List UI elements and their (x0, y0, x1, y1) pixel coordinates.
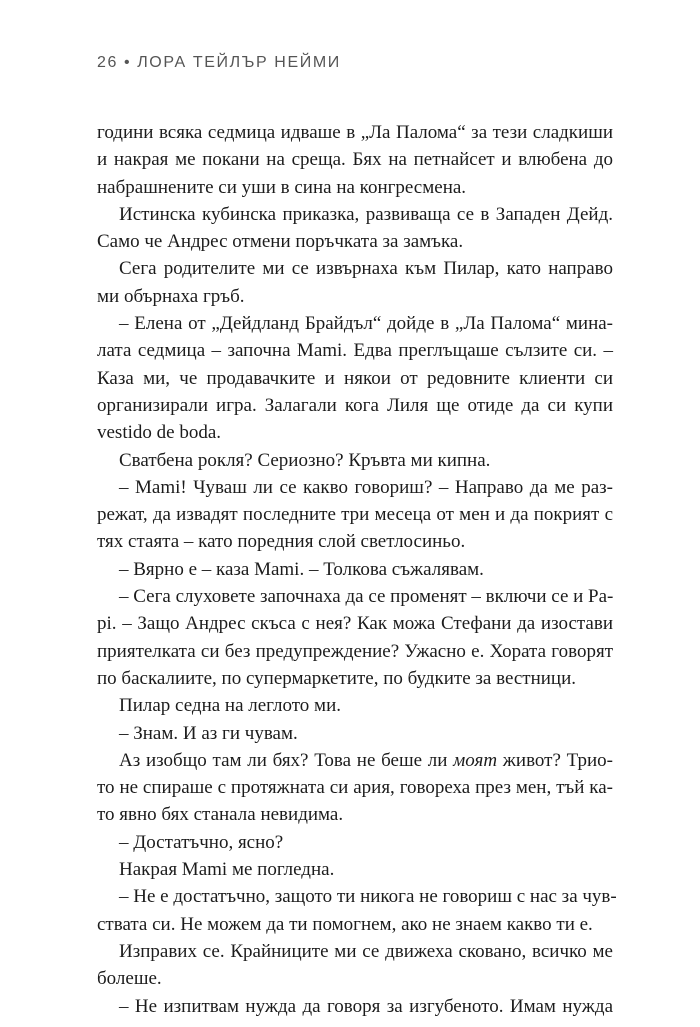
text-line: ми обърнаха гръб. (97, 285, 245, 307)
text-line: Изправих се. Крайниците ми се движеха сковано, всичко ме (119, 940, 613, 962)
text-line (97, 747, 613, 774)
text-line: – Достатъчно, ясно? (119, 831, 284, 853)
text-line: Сега родителите ми се извърнаха към Пилар, като направо (119, 258, 613, 280)
text-line: – Не изпитвам нужда да говоря за изгубеното. Имам нужда (119, 995, 613, 1017)
text-segment: живот? Трио- (497, 749, 613, 771)
text-line: тях стаята – като поредния слой светлосиньо. (97, 531, 466, 553)
text-line: ствата си. Не можем да ти помогнем, ако не знаем какво ти е. (97, 913, 593, 935)
header-separator: • (124, 54, 132, 71)
text-line: лата седмица – започна Mami. Едва преглъщаше сълзите си. – (97, 340, 613, 362)
text-line: – Mami! Чуваш ли се какво говориш? – Направо да ме раз- (119, 476, 613, 498)
text-line: Само че Андрес отмени поръчката за замъка. (97, 231, 464, 253)
text-line: Истинска кубинска приказка, развиваща се в Западен Дейд. (119, 203, 613, 225)
emphasized-word: моят (453, 749, 498, 771)
text-line: pi. – Защо Андрес скъса с нея? Как можа Стефани да изостави (97, 613, 613, 635)
author-name: ЛОРА ТЕЙЛЪР НЕЙМИ (137, 54, 341, 71)
text-line: режат, да извадят последните три месеца от мен и да покрият с (97, 504, 613, 526)
text-line: – Знам. И аз ги чувам. (119, 722, 298, 744)
running-head (97, 54, 341, 72)
text-line: по баскалиите, по супермаркетите, по будките за вестници. (97, 667, 577, 689)
text-line: vestido de boda. (97, 422, 222, 444)
text-line: болеше. (97, 968, 162, 990)
text-line: организирали игра. Залагали кога Лиля ще отиде да си купи (97, 394, 613, 416)
text-line: Каза ми, че продавачките и някои от редовните клиенти си (97, 367, 613, 389)
text-line: години всяка седмица идваше в „Ла Палома“ за тези сладкиши (97, 122, 613, 143)
text-line: – Елена от „Дейдланд Брайдъл“ дойде в „Ла Палома“ мина- (119, 313, 613, 335)
text-line: набрашнените си уши в сина на конгресмена. (97, 176, 467, 198)
body-text (97, 119, 617, 1020)
text-line: то явно бях станала невидима. (97, 804, 344, 826)
text-line: Сватбена рокля? Сериозно? Кръвта ми кипна. (119, 449, 491, 471)
text-line: – Не е достатъчно, защото ти никога не говориш с нас за чув- (119, 886, 617, 908)
text-line: – Вярно е – каза Mami. – Толкова съжалявам. (119, 558, 484, 580)
text-segment: Аз изобщо там ли бях? Това не беше ли (119, 749, 454, 771)
text-line: Пилар седна на леглото ми. (119, 695, 341, 717)
page-number: 26 (97, 54, 118, 71)
text-line: приятелката си без предупреждение? Ужасно е. Хората говорят (97, 640, 613, 662)
text-line: Накрая Mami ме погледна. (119, 859, 335, 881)
text-line: то не спираше с протяжната си ария, говореха през мен, тъй ка- (97, 777, 613, 799)
text-line: – Сега слуховете започнаха да се променят – включи се и Pa- (119, 586, 614, 608)
text-line: и накрая ме покани на среща. Бях на петнайсет и влюбена до (97, 149, 613, 171)
